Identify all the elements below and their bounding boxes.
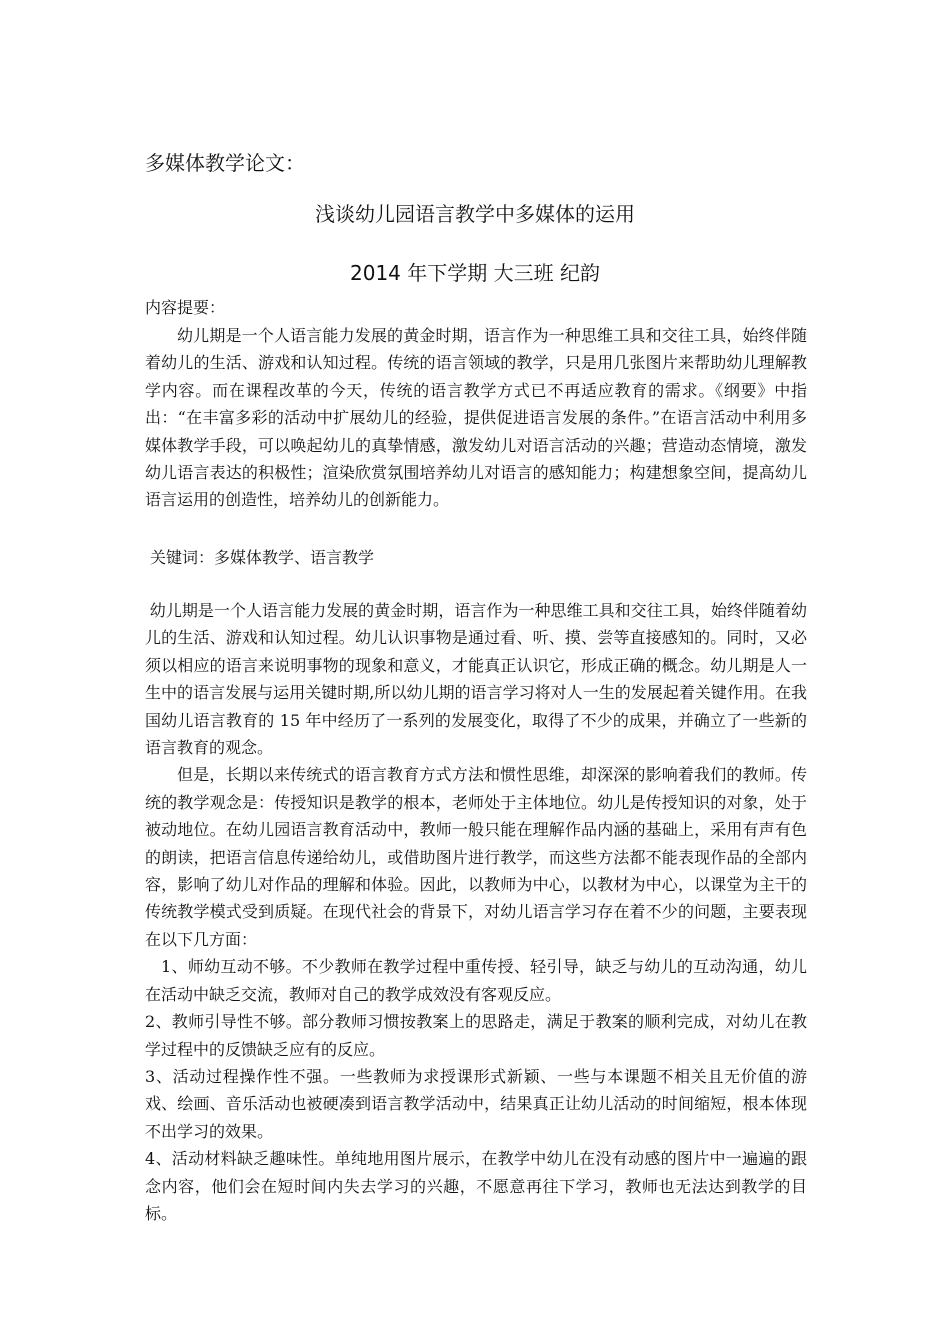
abstract-paragraph: 幼儿期是一个人语言能力发展的黄金时期，语言作为一种思维工具和交往工具，始终伴随着幼儿的生活、游戏和认知过程。传统的语言领域的教学，只是用几张图片来帮助幼儿理解教学内容。而在课程改革的今天，传统的语言教学方式已不再适应教育的需求。《纲要》中指出：“在丰富多彩的活动中扩展幼儿的经验，提供促进语言发展的条件。”在语言活动中利用多媒体教学手段，可以唤起幼儿的真挚情感，激发幼儿对语言活动的兴趣；营造动态情境，激发幼儿语言表达的积极性；渲染欣赏氛围培养幼儿对语言的感知能力；构建想象空间，提高幼儿语言运用的创造性，培养幼儿的创新能力。 — [145, 326, 807, 510]
list-item-1: 1、师幼互动不够。不少教师在教学过程中重传授、轻引导，缺乏与幼儿的互动沟通，幼儿在活动中缺乏交流，教师对自己的教学成效没有客观反应。 — [145, 957, 807, 1004]
paper-title: 浅谈幼儿园语言教学中多媒体的运用 — [315, 202, 635, 226]
keywords-line: 关键词：多媒体教学、语言教学 — [150, 548, 375, 567]
list-item-3: 3、活动过程操作性不强。一些教师为求授课形式新颖、一些与本课题不相关且无价值的游戏、绘画、音乐活动也被硬凑到语言教学活动中，结果真正让幼儿活动的时间缩短，根本体现不出学习的效果。 — [145, 1066, 807, 1141]
abstract-block — [145, 322, 807, 514]
body-paragraph-2: 但是，长期以来传统式的语言教育方式方法和惯性思维，却深深的影响着我们的教师。传统的教学观念是：传授知识是教学的根本，老师处于主体地位。幼儿是传授知识的对象，处于被动地位。在幼儿园语言教育活动中，教师一般只能在理解作品内涵的基础上，采用有声有色的朗读，把语言信息传递给幼儿，或借助图片进行教学，而这些方法都不能表现作品的全部内容，影响了幼儿对作品的理解和体验。因此，以教师为中心，以教材为中心，以课堂为主干的传统教学模式受到质疑。在现代社会的背景下，对幼儿语言学习存在着不少的问题，主要表现在以下几方面： — [145, 765, 807, 949]
abstract-label: 内容提要： — [145, 298, 226, 317]
list-item-4: 4、活动材料缺乏趣味性。单纯地用图片展示，在教学中幼儿在没有动感的图片中一遍遍的跟念内容，他们会在短时间内失去学习的兴趣，不愿意再往下学习，教师也无法达到教学的目标。 — [145, 1149, 807, 1223]
document-heading: 多媒体教学论文： — [145, 151, 305, 175]
list-item-2: 2、教师引导性不够。部分教师习惯按教案上的思路走，满足于教案的顺利完成，对幼儿在教学过程中的反馈缺乏应有的反应。 — [145, 1012, 807, 1059]
byline: 2014 年下学期 大三班 纪韵 — [350, 261, 600, 285]
body-paragraph-1: 幼儿期是一个人语言能力发展的黄金时期，语言作为一种思维工具和交往工具，始终伴随着幼儿的生活、游戏和认知过程。幼儿认识事物是通过看、听、摸、尝等直接感知的。同时，又必须以相应的语言来说明事物的现象和意义，才能真正认识它，形成正确的概念。幼儿期是人一生中的语言发展与运用关键时期,所以幼儿期的语言学习将对人一生的发展起着关键作用。在我国幼儿语言教育的 15 年中经历了一系列的发展变化，取得了不少的成果，并确立了一些新的语言教育的观念。 — [145, 601, 807, 758]
main-body — [145, 597, 807, 1227]
